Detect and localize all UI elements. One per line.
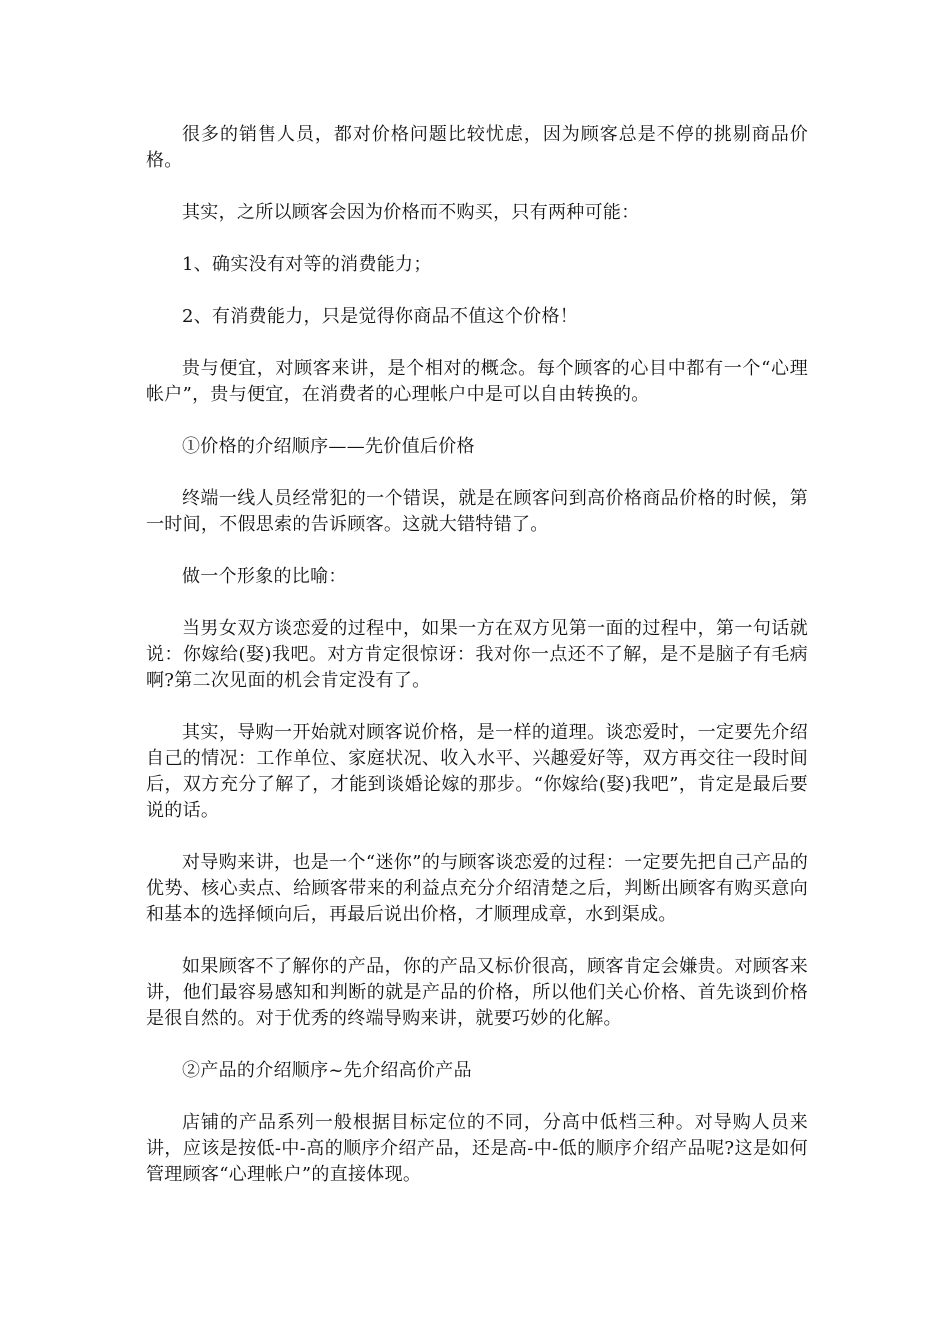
paragraph: 如果顾客不了解你的产品，你的产品又标价很高，顾客肯定会嫌贵。对顾客来讲，他们最容易感知和判断的就是产品的价格，所以他们关心价格、首先谈到价格是很自然的。对于优秀的终端导购来讲，就要巧妙的化解。 bbox=[146, 956, 808, 1029]
section-heading: ①价格的介绍顺序——先价值后价格 bbox=[182, 436, 475, 457]
paragraph: 店铺的产品系列一般根据目标定位的不同，分高中低档三种。对导购人员来讲，应该是按低-中-高的顺序介绍产品，还是高-中-低的顺序介绍产品呢?这是如何管理顾客“心理帐户”的直接体现。 bbox=[146, 1112, 808, 1185]
paragraph: 当男女双方谈恋爱的过程中，如果一方在双方见第一面的过程中，第一句话就说：你嫁给(娶)我吧。对方肯定很惊讶：我对你一点还不了解，是不是脑子有毛病啊?第二次见面的机会肯定没有了。 bbox=[146, 618, 808, 691]
list-item: 2、有消费能力，只是觉得你商品不值这个价格！ bbox=[182, 306, 579, 327]
paragraph: 做一个形象的比喻： bbox=[182, 566, 347, 587]
paragraph: 终端一线人员经常犯的一个错误，就是在顾客问到高价格商品价格的时候，第一时间，不假思索的告诉顾客。这就大错特错了。 bbox=[146, 488, 808, 535]
document-page bbox=[146, 122, 808, 1214]
list-item: 1、确实没有对等的消费能力； bbox=[182, 254, 432, 275]
paragraph: 对导购来讲，也是一个“迷你”的与顾客谈恋爱的过程：一定要先把自己产品的优势、核心卖点、给顾客带来的利益点充分介绍清楚之后，判断出顾客有购买意向和基本的选择倾向后，再最后说出价格，才顺理成章，水到渠成。 bbox=[146, 852, 808, 925]
paragraph: 其实，之所以顾客会因为价格而不购买，只有两种可能： bbox=[182, 202, 640, 223]
paragraph: 贵与便宜，对顾客来讲，是个相对的概念。每个顾客的心目中都有一个“心理帐户”，贵与便宜，在消费者的心理帐户中是可以自由转换的。 bbox=[146, 358, 808, 405]
paragraph: 很多的销售人员，都对价格问题比较忧虑，因为顾客总是不停的挑剔商品价格。 bbox=[146, 124, 808, 171]
paragraph: 其实，导购一开始就对顾客说价格，是一样的道理。谈恋爱时，一定要先介绍自己的情况：工作单位、家庭状况、收入水平、兴趣爱好等，双方再交往一段时间后，双方充分了解了，才能到谈婚论嫁的那步。“你嫁给(娶)我吧”，肯定是最后要说的话。 bbox=[146, 722, 808, 821]
section-heading: ②产品的介绍顺序~先介绍高价产品 bbox=[182, 1060, 472, 1081]
